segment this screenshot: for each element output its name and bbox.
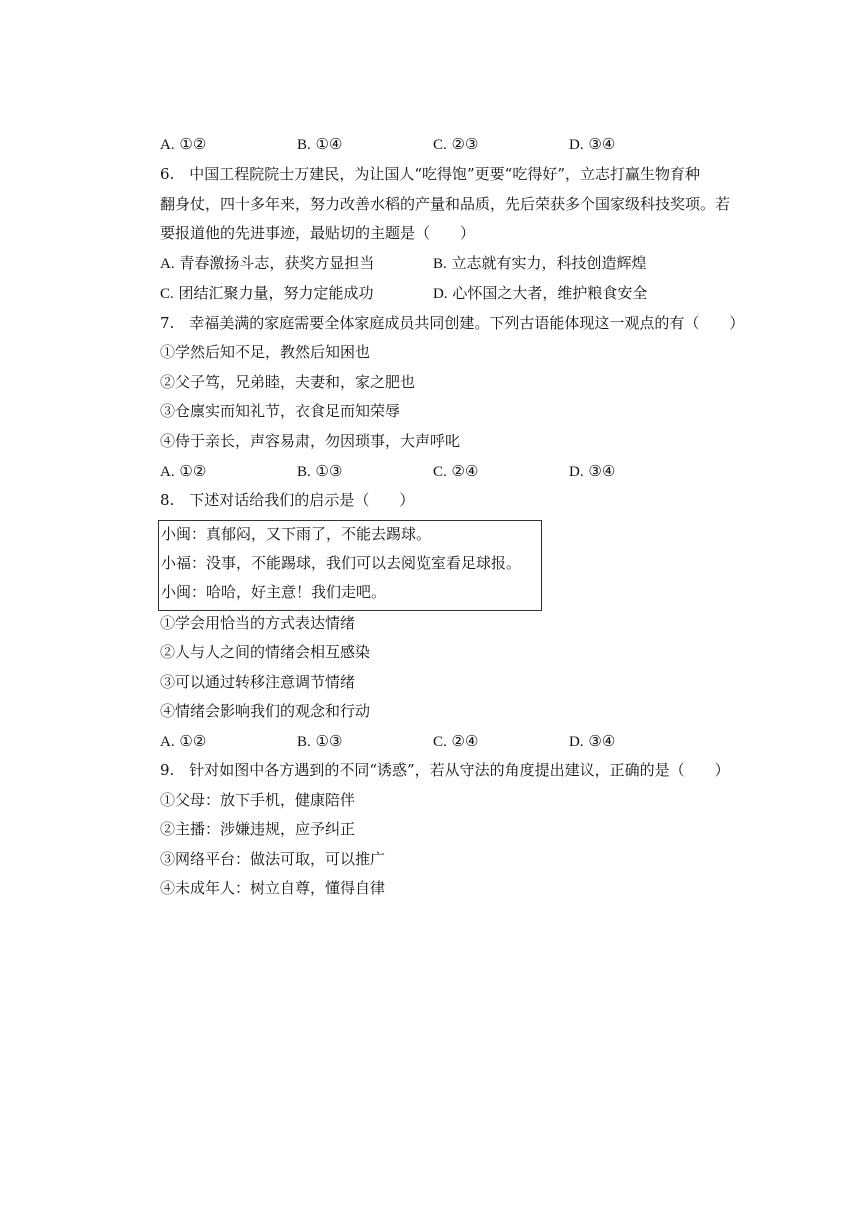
q6-options-row-1 [160, 253, 720, 273]
q7-option-a[interactable]: A. ①② [160, 462, 207, 480]
q6-options-row-2 [160, 283, 720, 303]
q5-option-c[interactable]: C. ②③ [433, 135, 479, 153]
q8-option-b[interactable]: B. ①③ [297, 732, 343, 750]
q7-statement-3: ③仓廪实而知礼节，衣食足而知荣辱 [160, 402, 401, 420]
q7-statement-4: ④侍于亲长，声容易肃，勿因琐事，大声呼叱 [160, 432, 461, 450]
q8-dialogue-line-1: 小闽：真郁闷，又下雨了，不能去踢球。 [161, 525, 432, 543]
q6-stem-line-2: 翻身仗，四十多年来，努力改善水稻的产量和品质，先后荣获多个国家级科技奖项。若 [160, 195, 731, 213]
q8-option-a[interactable]: A. ①② [160, 732, 207, 750]
q6-option-c[interactable]: C. 团结汇聚力量，努力定能成功 [160, 284, 374, 302]
q8-statement-1: ①学会用恰当的方式表达情绪 [160, 614, 356, 632]
q8-options [160, 731, 720, 751]
q8-statement-4: ④情绪会影响我们的观念和行动 [160, 702, 371, 720]
q9-statement-3: ③网络平台：做法可取，可以推广 [160, 850, 386, 868]
q5-options [160, 134, 720, 154]
q6-stem-line-3: 要报道他的先进事迹，最贴切的主题是（ ） [160, 224, 476, 242]
q5-option-a[interactable]: A. ①② [160, 135, 207, 153]
q5-option-d[interactable]: D. ③④ [569, 135, 616, 153]
q7-option-c[interactable]: C. ②④ [433, 462, 479, 480]
q7-option-b[interactable]: B. ①③ [297, 462, 343, 480]
q5-option-b[interactable]: B. ①④ [297, 135, 343, 153]
q7-statement-2: ②父子笃，兄弟睦，夫妻和，家之肥也 [160, 373, 416, 391]
q8-statement-2: ②人与人之间的情绪会相互感染 [160, 643, 371, 661]
q8-stem: 8. 下述对话给我们的启示是（ ） [160, 491, 415, 509]
q8-dialogue-line-3: 小闽：哈哈，好主意！我们走吧。 [161, 583, 387, 601]
q8-option-d[interactable]: D. ③④ [569, 732, 616, 750]
q7-options [160, 461, 720, 481]
q9-statement-2: ②主播：涉嫌违规，应予纠正 [160, 820, 356, 838]
q8-option-c[interactable]: C. ②④ [433, 732, 479, 750]
q7-stem: 7. 幸福美满的家庭需要全体家庭成员共同创建。下列古语能体现这一观点的有（ ） [160, 314, 745, 332]
q9-statement-1: ①父母：放下手机，健康陪伴 [160, 791, 356, 809]
q7-statement-1: ①学然后知不足，教然后知困也 [160, 343, 371, 361]
q8-dialogue-box [158, 520, 542, 611]
q6-option-b[interactable]: B. 立志就有实力，科技创造辉煌 [433, 254, 647, 272]
q8-statement-3: ③可以通过转移注意调节情绪 [160, 673, 356, 691]
q8-dialogue-line-2: 小福：没事，不能踢球，我们可以去阅览室看足球报。 [161, 554, 522, 572]
q9-stem: 9. 针对如图中各方遇到的不同“诱惑”，若从守法的角度提出建议，正确的是（ ） [160, 761, 730, 779]
q6-option-d[interactable]: D. 心怀国之大者，维护粮食安全 [433, 284, 648, 302]
q9-statement-4: ④未成年人：树立自尊，懂得自律 [160, 879, 386, 897]
q6-stem-line-1: 6. 中国工程院院士万建民，为让国人“吃得饱”更要“吃得好”，立志打赢生物育种 [160, 165, 700, 183]
q7-option-d[interactable]: D. ③④ [569, 462, 616, 480]
q6-option-a[interactable]: A. 青春激扬斗志，获奖方显担当 [160, 254, 375, 272]
